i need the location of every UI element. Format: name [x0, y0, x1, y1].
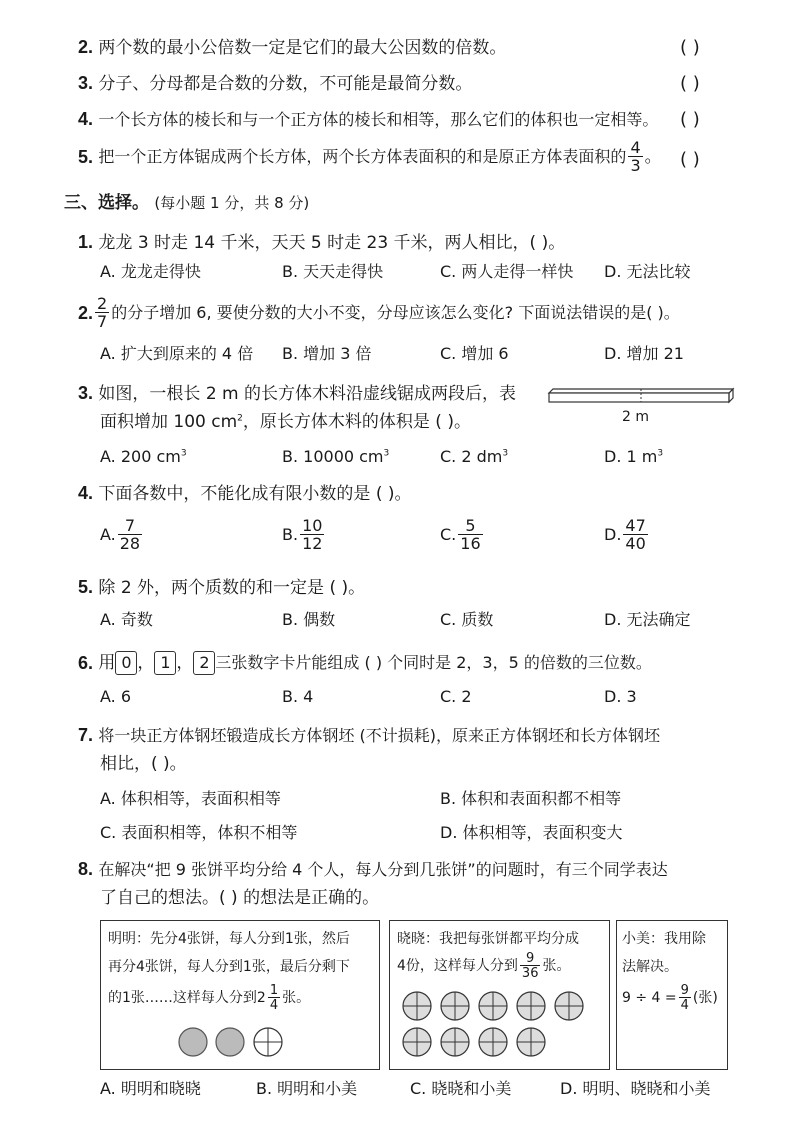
xiaoxiao-text: 4份，这样每人分到 $\frac{9}{36}$ 张。 [397, 951, 571, 981]
question-number: 3. [78, 73, 94, 93]
choice-q3: 3. 如图，一根长 2 m 的长方体木料沿虚线锯成两段后，表 [78, 383, 517, 404]
option-c[interactable]: C. 2 $dm^3$ [440, 447, 509, 466]
mingming-text: 的1张……这样每人分到 2 $\frac{1}{4}$ 张。 [108, 983, 311, 1013]
wood-length-label: 2 m [622, 409, 649, 425]
quartered-pancake [555, 992, 583, 1020]
quartered-pancake [479, 1028, 507, 1056]
option-a[interactable]: A. 体积相等，表面积相等 [100, 789, 281, 808]
question-number: 4. [78, 109, 94, 129]
judge-q3 [78, 74, 472, 93]
digit-card: 1 [154, 651, 176, 675]
option-c[interactable]: C. 晓晓和小美 [410, 1079, 512, 1098]
option-d[interactable]: D. 3 [604, 687, 637, 706]
mingming-text: 明明：先分4张饼，每人分到1张，然后 [108, 931, 350, 947]
question-number: 2. [78, 37, 94, 57]
option-b[interactable]: B. 10000 $cm^3$ [282, 447, 390, 466]
xiaoxiao-text: 晓晓：我把每张饼都平均分成 [397, 931, 579, 947]
option-d[interactable]: D. 明明、晓晓和小美 [560, 1079, 711, 1098]
option-c[interactable]: C. $\frac{5}{16}$ [440, 516, 481, 553]
choice-q4: 4. 下面各数中，不能化成有限小数的是 ( )。 [78, 483, 412, 504]
mingming-text: 再分4张饼，每人分到1张，最后分剩下 [108, 959, 350, 975]
choice-q3-line2: 面积增加 100 $cm^2$，原长方体木料的体积是 ( )。 [100, 412, 471, 432]
xiaomei-text: 小美：我用除 [622, 931, 706, 947]
xiaomei-equation: 9 ÷ 4 = $\frac{9}{4}$ (张) [622, 983, 718, 1013]
option-a[interactable]: A. $\frac{7}{28}$ [100, 516, 141, 553]
option-d[interactable]: D. 增加 21 [604, 344, 684, 363]
quartered-pancake [517, 992, 545, 1020]
answer-paren[interactable]: ( ) [680, 73, 700, 94]
choice-q8: 8. 在解决“把 9 张饼平均分给 4 个人，每人分到几张饼”的问题时，有三个同学表达 [78, 859, 668, 879]
quartered-pancake [403, 992, 431, 1020]
option-b[interactable]: B. 体积和表面积都不相等 [440, 789, 622, 808]
option-a[interactable]: A. 200 $cm^3$ [100, 447, 187, 466]
answer-paren[interactable]: ( ) [680, 109, 700, 130]
judge-q5: 5. 把一个正方体锯成两个长方体，两个长方体表面积的和是原正方体表面积的 $\frac{4}{3}$ 。 [78, 138, 662, 175]
digit-card: 2 [193, 651, 215, 675]
choice-q2: 2. $\frac{2}{7}$ 的分子增加 6, 要使分数的大小不变，分母应该怎么变化? 下面说法错误的是( )。 [78, 294, 680, 331]
answer-paren[interactable]: ( ) [680, 149, 700, 170]
option-b[interactable]: B. 4 [282, 687, 314, 706]
question-number: 5. [78, 147, 94, 167]
option-c[interactable]: C. 质数 [440, 610, 494, 629]
choice-q8-line2: 了自己的想法。( ) 的想法是正确的。 [100, 888, 380, 908]
question-text: 一个长方体的棱长和与一个正方体的棱长和相等，那么它们的体积也一定相等。 [98, 110, 659, 129]
pancakes-figure [176, 1025, 296, 1059]
choice-q7-line2: 相比，( )。 [100, 754, 187, 774]
digit-card: 0 [115, 651, 137, 675]
option-d[interactable]: D. 无法确定 [604, 610, 691, 629]
option-c[interactable]: C. 表面积相等，体积不相等 [100, 823, 298, 842]
quartered-pancake [441, 992, 469, 1020]
choice-q1: 1. 龙龙 3 时走 14 千米，天天 5 时走 23 千米，两人相比，( )。 [78, 232, 566, 253]
question-text: 两个数的最小公倍数一定是它们的最大公因数的倍数。 [98, 38, 507, 58]
option-d[interactable]: D. 无法比较 [604, 262, 691, 281]
option-b[interactable]: B. 明明和小美 [256, 1079, 358, 1098]
quartered-pancake [479, 992, 507, 1020]
choice-q7: 7. 将一块正方体钢坯锻造成长方体钢坯 (不计损耗)，原来正方体钢坯和长方体钢坯 [78, 725, 660, 745]
option-b[interactable]: B. 偶数 [282, 610, 336, 629]
quartered-pancakes-figure [400, 990, 600, 1060]
choice-q5: 5. 除 2 外，两个质数的和一定是 ( )。 [78, 577, 366, 598]
quartered-pancake [403, 1028, 431, 1056]
option-a[interactable]: A. 6 [100, 687, 132, 706]
quartered-pancake [441, 1028, 469, 1056]
option-d[interactable]: D. 1 $m^3$ [604, 447, 664, 466]
option-a[interactable]: A. 奇数 [100, 610, 153, 629]
judge-q2 [78, 38, 506, 57]
section-heading: 三、选择。 (每小题 1 分，共 8 分) [64, 193, 310, 213]
option-c[interactable]: C. 2 [440, 687, 472, 706]
option-a[interactable]: A. 明明和晓晓 [100, 1079, 201, 1098]
fraction: $\frac{2}{7}$ [97, 294, 108, 331]
option-c[interactable]: C. 增加 6 [440, 344, 509, 363]
option-a[interactable]: A. 龙龙走得快 [100, 262, 201, 281]
option-b[interactable]: B. 天天走得快 [282, 262, 384, 281]
question-text: 把一个正方体锯成两个长方体，两个长方体表面积的和是原正方体表面积的 [98, 147, 627, 166]
option-b[interactable]: B. 增加 3 倍 [282, 344, 372, 363]
choice-q6: 6. 用 0 ， 1 ， 2 三张数字卡片能组成 ( ) 个同时是 2，3，5 的倍数的三位数。 [78, 652, 652, 673]
option-d[interactable]: D. $\frac{47}{40}$ [604, 516, 646, 553]
fraction: $\frac{4}{3}$ [630, 138, 641, 175]
judge-q4 [78, 110, 658, 129]
xiaomei-text: 法解决。 [622, 959, 678, 975]
option-c[interactable]: C. 两人走得一样快 [440, 262, 574, 281]
quartered-pancake [517, 1028, 545, 1056]
option-a[interactable]: A. 扩大到原来的 4 倍 [100, 344, 254, 363]
option-d[interactable]: D. 体积相等，表面积变大 [440, 823, 623, 842]
answer-paren[interactable]: ( ) [680, 37, 700, 58]
question-text: 分子、分母都是合数的分数，不可能是最简分数。 [98, 74, 473, 94]
option-b[interactable]: B. $\frac{10}{12}$ [282, 516, 323, 553]
